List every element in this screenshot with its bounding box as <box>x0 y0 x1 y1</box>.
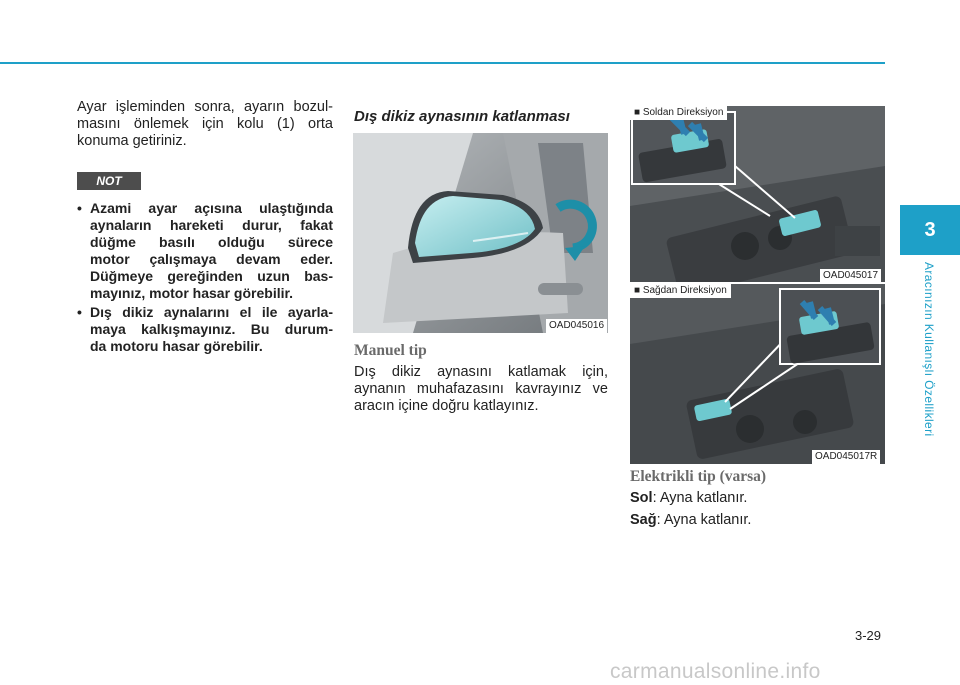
subheading-electric: Elektrikli tip (varsa) <box>630 468 767 485</box>
chapter-title: Aracınızın Kullanışlı Özellikleri <box>922 262 936 437</box>
body-line: aracın içine doğru katlayınız. <box>354 398 539 414</box>
bullet-line: Dış dikiz aynalarını el ile ayarla- <box>90 304 333 320</box>
intro-paragraph <box>77 99 333 150</box>
intro-line: Ayar işleminden sonra, ayarın bozul- <box>77 99 333 115</box>
bullet-line: Azami ayar açısına ulaştığında <box>90 200 333 216</box>
intro-line: masını önlemek için kolu (1) orta <box>77 116 333 132</box>
figure-caption <box>630 284 731 298</box>
bullet-line: da motoru hasar görebilir. <box>90 338 263 354</box>
body-line: Dış dikiz aynasını katlamak için, <box>354 364 608 380</box>
manual-paragraph <box>354 364 608 415</box>
section-heading: Dış dikiz aynasının katlanması <box>354 108 570 125</box>
note-badge-label: NOT <box>96 174 122 188</box>
watermark: carmanualsonline.info <box>610 660 821 683</box>
switch-panel-rhd-illustration <box>630 284 885 464</box>
figure-left-hand-drive <box>630 106 885 282</box>
body-line: aynanın muhafazasını kavrayınız ve <box>354 381 608 397</box>
chapter-tab <box>900 205 960 255</box>
subheading-manual: Manuel tip <box>354 342 427 359</box>
line-label: Sağ <box>630 512 657 528</box>
figure-caption <box>630 106 727 120</box>
figure-manual-mirror <box>353 133 608 333</box>
intro-line: konuma getiriniz. <box>77 133 187 149</box>
bullet-line: motor çalışmaya devam eder. <box>90 251 333 267</box>
note-badge <box>77 172 141 190</box>
caption-marker: ■ <box>634 285 641 296</box>
line-text: : Ayna katlanır. <box>656 512 752 528</box>
bullet-symbol: • <box>77 200 82 216</box>
line-text: : Ayna katlanır. <box>652 490 748 506</box>
header-rule <box>0 62 885 64</box>
figure-right-hand-drive <box>630 284 885 464</box>
caption-marker: ■ <box>634 107 641 118</box>
chapter-title-vertical <box>922 262 942 462</box>
chapter-number: 3 <box>924 219 936 241</box>
mirror-illustration <box>353 133 608 333</box>
figure-code: OAD045016 <box>546 319 607 333</box>
bullet-line: düğme basılı olduğu sürece <box>90 234 333 250</box>
bullet-symbol: • <box>77 304 82 320</box>
bullet-line: maya kalkışmayınız. Bu durum- <box>90 321 333 337</box>
bullet-line: Düğmeye gereğinden uzun bas- <box>90 268 333 284</box>
page-number: 3-29 <box>855 628 882 643</box>
bullet-line: mayınız, motor hasar görebilir. <box>90 285 294 301</box>
switch-panel-lhd-illustration <box>630 106 885 282</box>
caption-text: Soldan Direksiyon <box>642 107 724 118</box>
figure-code: OAD045017R <box>812 450 880 464</box>
electric-line <box>630 512 885 529</box>
figure-code: OAD045017 <box>820 269 881 282</box>
line-label: Sol <box>630 490 653 506</box>
electric-line <box>630 490 885 507</box>
caption-text: Sağdan Direksiyon <box>642 285 727 296</box>
bullet-line: aynaların hareketi durur, fakat <box>90 217 333 233</box>
